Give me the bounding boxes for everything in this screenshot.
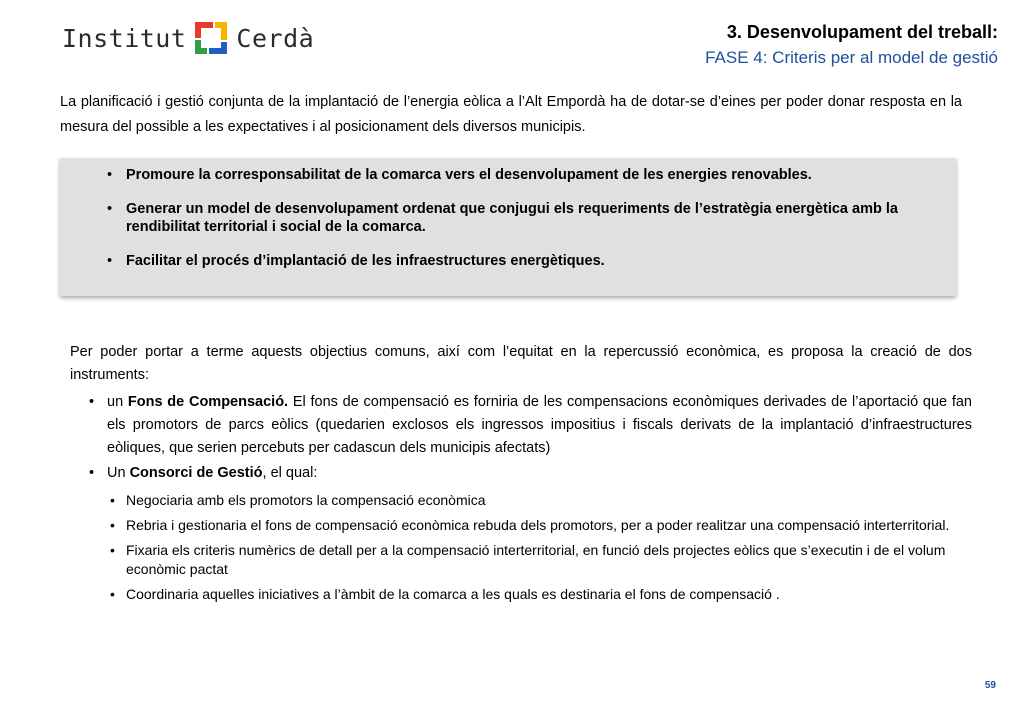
page-number: 59 bbox=[984, 680, 996, 691]
objectives-list bbox=[107, 166, 907, 270]
instruments-list bbox=[70, 391, 972, 604]
consorci-name: Consorci de Gestió bbox=[129, 465, 263, 481]
logo-word-cerda: Cerdà bbox=[236, 23, 315, 53]
logo-mark-icon bbox=[193, 20, 229, 56]
logo-word-institut: Institut bbox=[62, 23, 187, 53]
instrument-fons bbox=[70, 391, 972, 460]
fons-prefix: un bbox=[107, 394, 124, 410]
objectives-box bbox=[60, 158, 956, 296]
consorci-prefix: Un bbox=[107, 465, 126, 481]
consorci-function-item: • Fixaria els criteris numèrics de detall per a la compensació interterritorial, en funció dels projectes eòlics que s’executin i de el volum econòmic pactat bbox=[70, 541, 972, 579]
fons-text: El fons de compensació es forniria de les compensacions econòmiques derivades de l’aportació que fan els promotors de parcs eòlics (quedarien exclosos els ingressos impositius i fiscals derivats de la implantació d’infraestructures eòliques, que serien percebuts per cadascun dels municipis afectats) bbox=[107, 394, 972, 456]
body-text bbox=[70, 341, 972, 604]
consorci-function-item: • Negociaria amb els promotors la compensació econòmica bbox=[70, 491, 972, 510]
objective-item: • Facilitar el procés d’implantació de les infraestructures energètiques. bbox=[107, 252, 907, 270]
consorci-functions-list bbox=[107, 491, 972, 604]
intro-paragraph: La planificació i gestió conjunta de la implantació de l’energia eòlica a l’Alt Empordà ha de dotar-se d’eines per poder donar resposta en la mesura del possible a les expectatives i al posicionament dels diversos municipis. bbox=[60, 94, 962, 135]
instrument-consorci bbox=[70, 462, 972, 604]
fons-name: Fons de Compensació. bbox=[127, 394, 289, 410]
institut-cerda-logo bbox=[62, 18, 314, 58]
phase-subtitle: FASE 4: Criteris per al model de gestió bbox=[705, 48, 998, 67]
lead-paragraph: Per poder portar a terme aquests objectius comuns, així com l’equitat en la repercussió econòmica, es proposa la creació de dos instruments: bbox=[70, 344, 972, 383]
consorci-suffix: , el qual: bbox=[262, 465, 318, 481]
section-title: 3. Desenvolupament del treball: bbox=[726, 22, 998, 42]
objective-item: • Promoure la corresponsabilitat de la comarca vers el desenvolupament de les energies renovables. bbox=[107, 166, 907, 184]
consorci-function-item: • Coordinaria aquelles iniciatives a l’àmbit de la comarca a les quals es destinaria el fons de compensació . bbox=[70, 585, 972, 604]
consorci-function-item: • Rebria i gestionaria el fons de compensació econòmica rebuda dels promotors, per a poder realitzar una compensació interterritorial. bbox=[70, 516, 972, 535]
objective-item: • Generar un model de desenvolupament ordenat que conjugui els requeriments de l’estratègia energètica amb la rendibilitat territorial i social de la comarca. bbox=[107, 200, 907, 236]
